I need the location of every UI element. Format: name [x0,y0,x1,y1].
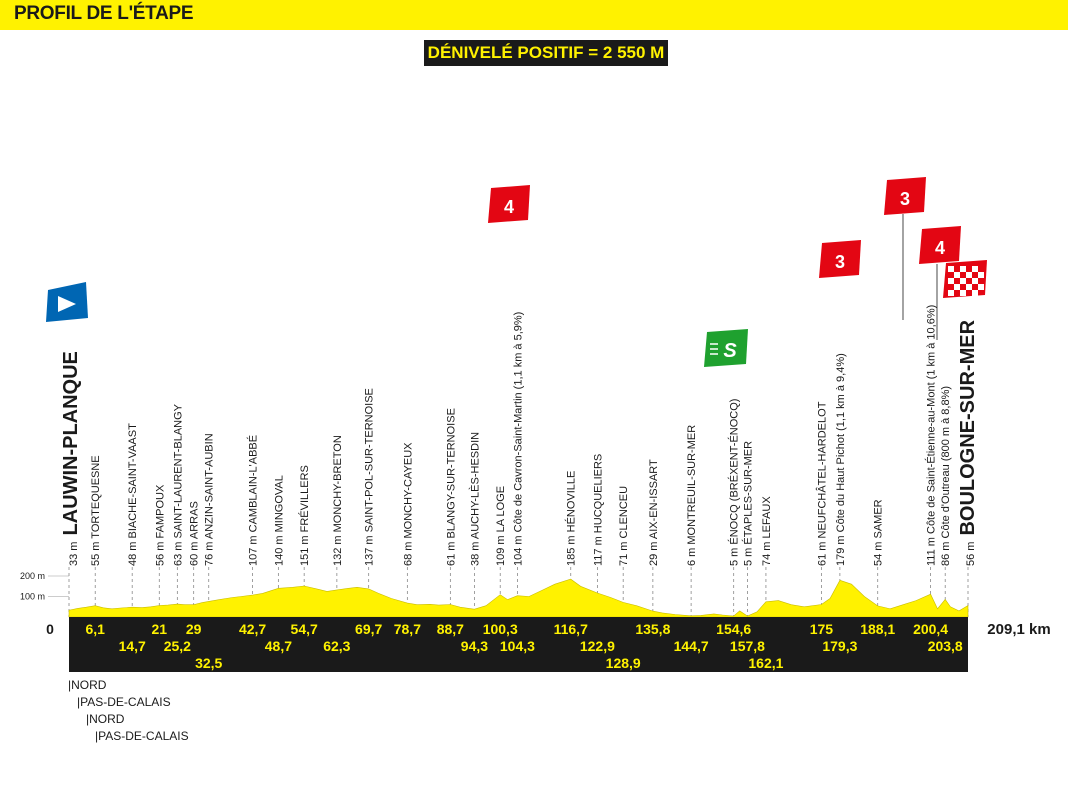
place-label: 60 m ARRAS [188,501,201,566]
place-label: 63 m SAINT-LAURENT-BLANGY [172,404,185,566]
place-label: 86 m Côte d'Outreau (800 m à 8,8%) [940,385,953,566]
finish-flag-check [954,284,960,290]
km-marker: 154,6 [716,621,752,637]
start-altitude: 33 m [68,541,80,566]
km-marker: 135,8 [635,621,671,637]
finish-flag-check [948,290,954,296]
place-label: 104 m Côte de Cavron-Saint-Martin (1,1 km à 5,9%) [512,311,525,566]
finish-flag-check [978,272,984,278]
finish-flag-check [954,272,960,278]
region-label: |PAS-DE-CALAIS [95,729,189,743]
finish-flag-check [972,290,978,296]
sprint-label: S [723,340,737,362]
km-marker: 69,7 [355,621,383,637]
place-label: 107 m CAMBLAIN-L'ABBÉ [247,434,260,566]
km-marker: 32,5 [195,655,223,671]
climb-cat-label: 4 [503,197,515,217]
km-marker: 94,3 [460,638,489,654]
page-title: PROFIL DE L'ÉTAPE [14,3,194,24]
km-marker: 21 [151,621,168,637]
climb-cat-label: 4 [934,238,946,258]
start-km-label: 0 [46,621,54,637]
start-town-name: LAUWIN-PLANQUE [60,351,82,536]
km-marker: 200,4 [913,621,949,637]
km-marker: 122,9 [579,638,615,654]
finish-flag-check [972,278,978,284]
y-tick-label: 100 m [20,591,46,602]
place-label: 6 m MONTREUIL-SUR-MER [686,424,699,566]
km-marker: 188,1 [860,621,896,637]
place-label: 140 m MINGOVAL [273,475,286,566]
finish-flag-check [960,290,966,296]
finish-flag-check [960,266,966,272]
place-label: 55 m TORTEQUESNE [90,455,103,566]
finish-flag-check [960,278,966,284]
finish-flag-check [966,272,972,278]
place-label: 5 m ÉNOCQ (BRÉXENT-ÉNOCQ) [728,398,741,566]
km-marker: 6,1 [85,621,105,637]
km-marker: 54,7 [290,621,318,637]
y-tick-label: 200 m [20,571,46,581]
region-label: |PAS-DE-CALAIS [77,695,171,709]
place-label: 54 m SAMER [872,499,885,566]
km-marker: 78,7 [393,621,421,637]
place-label: 56 m FAMPOUX [154,484,167,566]
km-marker: 179,3 [822,638,858,654]
km-marker: 29 [185,621,202,637]
finish-flag-check [978,284,984,290]
km-marker: 116,7 [553,621,588,637]
km-marker: 25,2 [163,638,191,654]
finish-town-name: BOULOGNE-SUR-MER [957,319,979,536]
place-label: 71 m CLENCEU [618,485,631,566]
place-label: 76 m ANZIN-SAINT-AUBIN [203,433,216,566]
finish-flag-check [972,266,978,272]
place-label: 137 m SAINT-POL-SUR-TERNOISE [363,388,376,566]
finish-town-label [957,319,979,566]
km-marker: 203,8 [927,638,963,654]
km-marker: 88,7 [436,621,464,637]
km-marker: 128,9 [605,655,641,671]
km-marker: 42,7 [238,621,267,637]
km-marker: 62,3 [323,638,351,654]
elevation-badge-text: DÉNIVELÉ POSITIF = 2 550 M [427,43,665,62]
place-label: 117 m HUCQUELIERS [592,453,605,566]
finish-altitude: 56 m [965,541,977,566]
elevation-area [69,579,968,617]
place-label: 61 m BLANGY-SUR-TERNOISE [445,408,458,566]
place-label: 29 m AIX-EN-ISSART [647,459,660,566]
km-marker: 104,3 [499,638,535,654]
place-label: 132 m MONCHY-BRETON [331,435,344,566]
km-marker: 48,7 [264,638,293,654]
km-marker: 162,1 [748,655,784,671]
place-label: 61 m NEUFCHÂTEL-HARDELOT [816,401,829,566]
place-label: 38 m AUCHY-LÈS-HESDIN [469,431,482,566]
place-label: 68 m MONCHY-CAYEUX [402,442,415,566]
km-marker: 144,7 [673,638,709,654]
place-label: 111 m Côte de Saint-Étienne-au-Mont (1 km à 10,6%) [925,304,938,566]
climb-cat-label: 3 [899,189,911,209]
place-label: 74 m LEFAUX [760,496,773,566]
start-town-label [60,351,82,566]
km-marker: 175 [809,621,834,637]
finish-km-label: 209,1 km [987,621,1051,638]
finish-flag-check [966,284,972,290]
km-marker: 157,8 [729,638,765,654]
finish-flag-check [948,266,954,272]
place-label: 48 m BIACHE-SAINT-VAAST [127,423,140,566]
finish-flag-check [948,278,954,284]
place-label: 109 m LA LOGE [495,485,508,566]
place-label: 151 m FRÉVILLERS [299,465,312,566]
place-label: 179 m Côte du Haut Pichot (1,1 km à 9,4%) [834,353,847,566]
place-label: 5 m ÉTAPLES-SUR-MER [742,440,755,566]
km-marker: 100,3 [482,621,518,637]
region-label: |NORD [86,712,125,726]
place-label: 185 m HÉNOVILLE [565,470,578,566]
climb-cat-label: 3 [834,252,846,272]
region-label: |NORD [68,678,107,692]
km-marker: 14,7 [118,638,146,654]
